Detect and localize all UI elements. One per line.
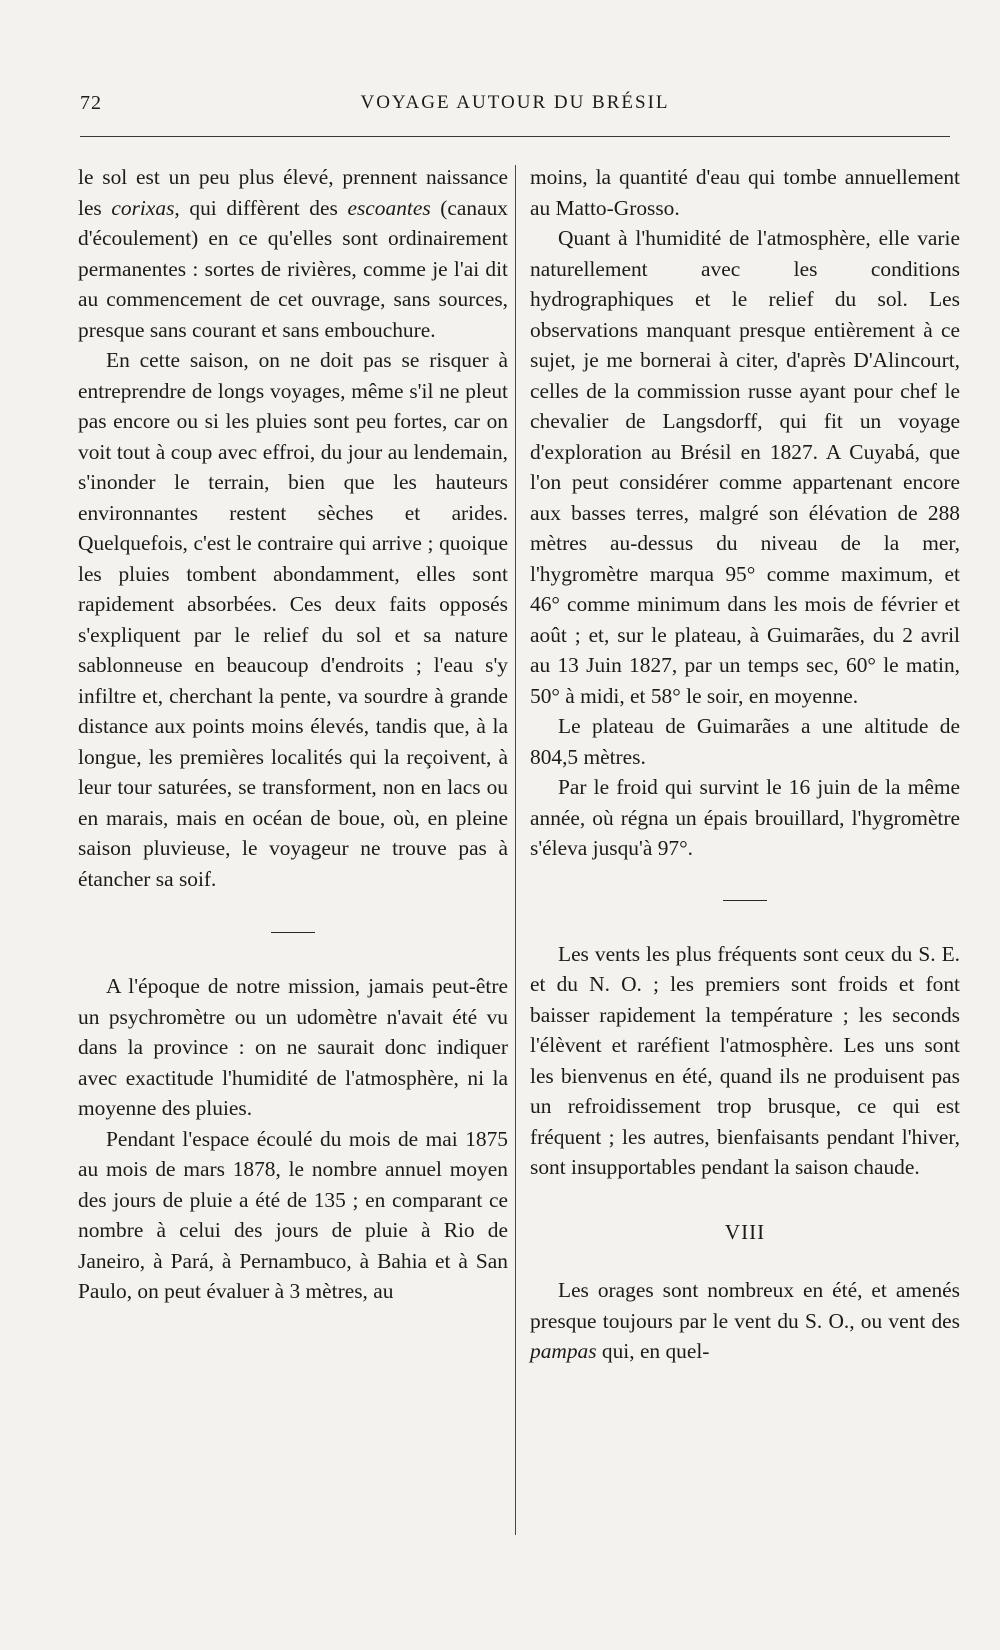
paragraph [530, 1275, 960, 1367]
text-run: qui, en quel- [596, 1339, 710, 1363]
paragraph: En cette saison, on ne doit pas se risquer à entreprendre de longs voyages, même s'il ne pleut pas encore ou si les pluies sont peu fortes, car on voit tout à coup avec effroi, du jour au lendemain, s'inonder le terrain, bien que les hauteurs environnantes restent sèches et arides. Quelquefois, c'est le contraire qui arrive ; quoique les pluies tombent abondamment, elles sont rapidement absorbées. Ces deux faits opposés s'expliquent par le relief du sol et sa nature sablonneuse en beaucoup d'endroits ; l'eau s'y infiltre et, cherchant la pente, va sourdre à grande distance aux points moins élevés, tandis que, à la longue, les premières localités qui la reçoivent, à leur tour saturées, se transforment, non en lacs ou en marais, mais en océan de boue, où, en pleine saison pluvieuse, le voyageur ne trouve pas à étancher sa soif. [78, 348, 508, 891]
paragraph: Quant à l'humidité de l'atmosphère, elle varie naturellement avec les conditions hydrographiques et le relief du sol. Les observations manquant presque entièrement à ce sujet, je me bornerai à citer, d'après D'Alincourt, celles de la commission russe ayant pour chef le chevalier de Langsdorff, qui fit un voyage d'exploration au Brésil en 1827. A Cuyabá, que l'on peut considérer comme appartenant encore aux basses terres, malgré son élévation de 288 mètres au-dessus du niveau de la mer, l'hygromètre marqua 95° comme maximum, et 46° comme minimum dans les mois de février et août ; et, sur le plateau, à Guimarães, du 2 avril au 13 Juin 1827, par un temps sec, 60° le matin, 50° à midi, et 58° le soir, en moyenne. [530, 226, 960, 708]
section-heading: VIII [724, 1219, 766, 1244]
paragraph: moins, la quantité d'eau qui tombe annuellement au Matto-Grosso. [530, 165, 960, 220]
running-title: VOYAGE AUTOUR DU BRÉSIL [360, 92, 670, 113]
paragraph: Pendant l'espace écoulé du mois de mai 1875 au mois de mars 1878, le nombre annuel moyen des jours de pluie a été de 135 ; en comparant ce nombre à celui des jours de pluie à Rio de Janeiro, à Pará, à Pernambuco, à Bahia et à San Paulo, on peut évaluer à 3 mètres, au [78, 1126, 508, 1303]
left-column [78, 162, 508, 1307]
page-header [80, 92, 950, 122]
paragraph [78, 162, 508, 345]
header-rule [80, 136, 950, 137]
paragraph: Par le froid qui survint le 16 juin de la même année, où régna un épais brouillard, l'hygromètre s'éleva jusqu'à 97°. [530, 775, 960, 860]
text-run: (canaux d'écoulement) en ce qu'elles sont ordinairement permanentes : sortes de rivières, comme je l'ai dit au commencement de cet ouvrage, sans sources, presque sans courant et sans embouchure. [78, 195, 509, 342]
column-divider [515, 165, 516, 1535]
page-number: 72 [80, 92, 102, 114]
paragraph: Les vents les plus fréquents sont ceux du S. E. et du N. O. ; les premiers sont froids et font baisser rapidement la température ; les seconds l'élèvent et raréfient l'atmosphère. Les uns sont les bienvenus en été, quand ils ne produisent pas un refroidissement trop brusque, ce qui est fréquent ; les autres, bienfaisants pendant l'hiver, sont insupportables pendant la saison chaude. [530, 941, 960, 1179]
italic-term: pampas [530, 1339, 597, 1363]
paragraph: A l'époque de notre mission, jamais peut-être un psychromètre ou un udomètre n'avait été vu dans la province : on ne saurait donc indiquer avec exactitude l'humidité de l'atmosphère, ni la moyenne des pluies. [78, 974, 508, 1120]
italic-term: escoantes [347, 195, 431, 220]
text-run: , qui diffèrent des [174, 195, 348, 220]
text-run: Les orages sont nombreux en été, et amenés presque toujours par le vent du S. O., ou vent des [530, 1278, 960, 1333]
text-run: le sol est un peu plus élevé, prennent naissance les [78, 165, 508, 220]
right-column [530, 162, 960, 1367]
paragraph: Le plateau de Guimarães a une altitude de 804,5 mètres. [530, 714, 960, 769]
italic-term: corixas [111, 195, 175, 220]
